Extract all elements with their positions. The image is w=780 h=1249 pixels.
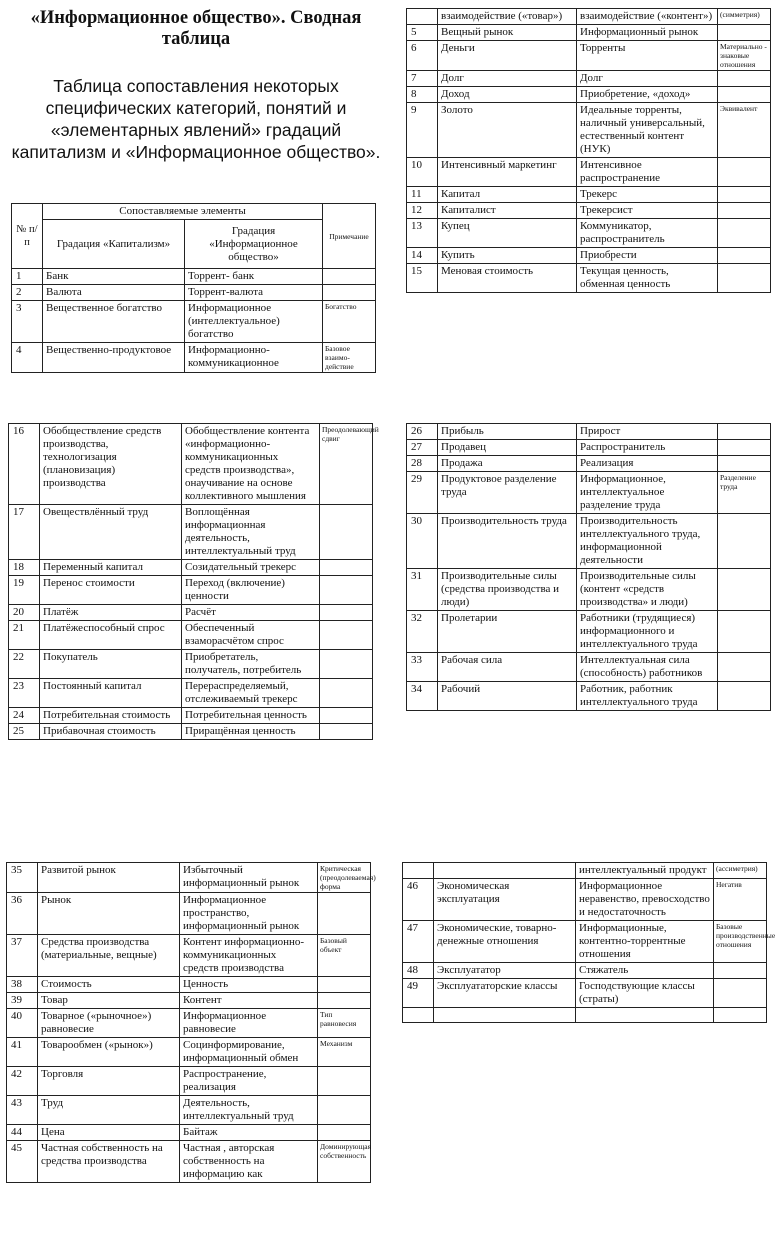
note (318, 993, 371, 1009)
information-society-term: Господствующие классы (страты) (576, 979, 714, 1008)
table-row (407, 158, 771, 187)
row-number: 12 (407, 203, 438, 219)
row-number: 30 (407, 514, 438, 569)
capitalism-term: Деньги (438, 41, 577, 71)
capitalism-term: Овеществлённый труд (40, 505, 182, 560)
capitalism-term: Рабочая сила (438, 653, 577, 682)
table-row (7, 1125, 371, 1141)
information-society-term: Торрент- банк (185, 269, 323, 285)
note (718, 424, 771, 440)
capitalism-term: Купить (438, 248, 577, 264)
row-number: 24 (9, 708, 40, 724)
table-caption: Таблица сопоставления некоторых специфических категорий, понятий и «элементарных явлений» градаций капитализм и «Информационное общество». (11, 76, 381, 162)
note (718, 653, 771, 682)
information-society-term: Частная , авторская собственность на информацию как (180, 1141, 318, 1183)
information-society-term: Контент (180, 993, 318, 1009)
information-society-term: Интеллектуальная сила (способность) работников (577, 653, 718, 682)
row-number: 40 (7, 1009, 38, 1038)
note (320, 679, 373, 708)
header-group: Сопоставляемые элементы (43, 204, 323, 220)
capitalism-term: Постоянный капитал (40, 679, 182, 708)
capitalism-term: Рынок (38, 893, 180, 935)
row-number: 39 (7, 993, 38, 1009)
note: Богатство (323, 301, 376, 343)
table-row (403, 921, 767, 963)
information-society-term: Информационное пространство, информационный рынок (180, 893, 318, 935)
row-number: 16 (9, 424, 40, 505)
information-society-term: Потребительная ценность (182, 708, 320, 724)
row-number: 18 (9, 560, 40, 576)
row-number: 25 (9, 724, 40, 740)
note: (ассиметрия) (714, 863, 767, 879)
row-number: 4 (12, 343, 43, 373)
information-society-term: Информационное равновесие (180, 1009, 318, 1038)
note: Базовый объект (318, 935, 371, 977)
table-row (407, 456, 771, 472)
note: Тип равновесия (318, 1009, 371, 1038)
information-society-term: Обобществление контента «информационно-коммуникационных средств производства», онаучивание на основе коллективного мышления (182, 424, 320, 505)
row-number: 2 (12, 285, 43, 301)
table-body (403, 863, 776, 1023)
row-number: 37 (7, 935, 38, 977)
capitalism-term: Продажа (438, 456, 577, 472)
row-number: 33 (407, 653, 438, 682)
row-number: 3 (12, 301, 43, 343)
row-number: 32 (407, 611, 438, 653)
information-society-term: Информационный рынок (577, 25, 718, 41)
note (318, 977, 371, 993)
table-row (407, 203, 771, 219)
comparison-table-part-6 (402, 862, 776, 1023)
row-number: 10 (407, 158, 438, 187)
capitalism-term: Цена (38, 1125, 180, 1141)
note: Базовые производственные отношения (714, 921, 767, 963)
information-society-term: Реализация (577, 456, 718, 472)
table-body (407, 9, 771, 293)
capitalism-term: Труд (38, 1096, 180, 1125)
table-row (7, 1009, 371, 1038)
row-number: 41 (7, 1038, 38, 1067)
table-row (7, 977, 371, 993)
table-row (407, 264, 771, 293)
information-society-term: Воплощённая информационная деятельность, интеллектуальный труд (182, 505, 320, 560)
information-society-term: Производительность интеллектуального труда, информационной деятельности (577, 514, 718, 569)
document-header (8, 8, 384, 163)
information-society-term: Распространитель (577, 440, 718, 456)
row-number: 49 (403, 979, 434, 1008)
table-row (7, 1067, 371, 1096)
note (320, 560, 373, 576)
table-row (7, 935, 371, 977)
comparison-table-part-1 (11, 203, 376, 373)
table-row (407, 424, 771, 440)
capitalism-term: Вещный рынок (438, 25, 577, 41)
table-row (407, 514, 771, 569)
comparison-table-part-4 (406, 423, 771, 711)
table-body (9, 424, 379, 740)
capitalism-term: Производительность труда (438, 514, 577, 569)
note (718, 682, 771, 711)
capitalism-term: Развитой рынок (38, 863, 180, 893)
information-society-term: Прирост (577, 424, 718, 440)
row-number (407, 9, 438, 25)
row-number: 15 (407, 264, 438, 293)
table-row (9, 424, 373, 505)
row-number: 5 (407, 25, 438, 41)
information-society-term: Избыточный информационный рынок (180, 863, 318, 893)
row-number: 35 (7, 863, 38, 893)
table-row (9, 621, 373, 650)
note (318, 1125, 371, 1141)
information-society-term: Интенсивное распространение (577, 158, 718, 187)
capitalism-term: Золото (438, 103, 577, 158)
capitalism-term: Стоимость (38, 977, 180, 993)
table-row (407, 653, 771, 682)
note (718, 248, 771, 264)
table-row (403, 963, 767, 979)
note (320, 621, 373, 650)
note (714, 1008, 767, 1023)
capitalism-term: Платёжеспособный спрос (40, 621, 182, 650)
capitalism-term: Рабочий (438, 682, 577, 711)
capitalism-term: Обобществление средств производства, технологизация (плановизация) производства (40, 424, 182, 505)
note (323, 285, 376, 301)
note: Негатив (714, 879, 767, 921)
information-society-term: Текущая ценность, обменная ценность (577, 264, 718, 293)
row-number: 14 (407, 248, 438, 264)
page-title: «Информационное общество». Сводная таблица (30, 8, 362, 49)
table-body (407, 424, 771, 711)
note: Доминирующая собственность (318, 1141, 371, 1183)
table-row (407, 440, 771, 456)
table-row (407, 25, 771, 41)
capitalism-term: Интенсивный маркетинг (438, 158, 577, 187)
table-row (407, 472, 771, 514)
header-number: № п/п (12, 204, 43, 269)
information-society-term: Ценность (180, 977, 318, 993)
table-header-row (12, 204, 376, 220)
table-row (9, 708, 373, 724)
capitalism-term: Товарообмен («рынок») (38, 1038, 180, 1067)
capitalism-term: Платёж (40, 605, 182, 621)
capitalism-term: Товар (38, 993, 180, 1009)
capitalism-term: Эксплуататор (434, 963, 576, 979)
comparison-table-part-5 (6, 862, 376, 1183)
note (718, 611, 771, 653)
table-row (9, 576, 373, 605)
row-number: 19 (9, 576, 40, 605)
table-row (9, 650, 373, 679)
table-row (407, 682, 771, 711)
comparison-table-part-3 (8, 423, 379, 740)
row-number: 8 (407, 87, 438, 103)
information-society-term: Приобрести (577, 248, 718, 264)
note (718, 440, 771, 456)
row-number: 36 (7, 893, 38, 935)
row-number: 43 (7, 1096, 38, 1125)
row-number: 46 (403, 879, 434, 921)
note (320, 576, 373, 605)
table-row (407, 569, 771, 611)
information-society-term: Информационные, контентно-торрентные отношения (576, 921, 714, 963)
capitalism-term: Товарное («рыночное») равновесие (38, 1009, 180, 1038)
table-row (7, 893, 371, 935)
row-number (403, 863, 434, 879)
information-society-term: Торренты (577, 41, 718, 71)
table-row (12, 285, 376, 301)
note (323, 269, 376, 285)
table-row (407, 87, 771, 103)
capitalism-term: Доход (438, 87, 577, 103)
capitalism-term: Банк (43, 269, 185, 285)
row-number: 9 (407, 103, 438, 158)
note (318, 1096, 371, 1125)
row-number: 26 (407, 424, 438, 440)
header-note: Примечание (323, 204, 376, 269)
note (718, 264, 771, 293)
row-number: 17 (9, 505, 40, 560)
information-society-term: Деятельность, интеллектуальный труд (180, 1096, 318, 1125)
table-body (12, 204, 376, 373)
table-row (7, 863, 371, 893)
row-number: 23 (9, 679, 40, 708)
information-society-term: Обеспеченный взаморасчётом спрос (182, 621, 320, 650)
capitalism-term: Меновая стоимость (438, 264, 577, 293)
row-number: 34 (407, 682, 438, 711)
information-society-term: Работники (трудящиеся) информационного и интеллектуального труда (577, 611, 718, 653)
capitalism-term: Вещественно-продуктовое (43, 343, 185, 373)
note (718, 569, 771, 611)
note (320, 505, 373, 560)
information-society-term: Перераспределяемый, отслеживаемый трекерс (182, 679, 320, 708)
capitalism-term: Эксплуататорские классы (434, 979, 576, 1008)
capitalism-term: Экономические, товарно-денежные отношения (434, 921, 576, 963)
note (718, 87, 771, 103)
table-row (407, 41, 771, 71)
capitalism-term: Продуктовое разделение труда (438, 472, 577, 514)
row-number (403, 1008, 434, 1023)
table-row (407, 611, 771, 653)
note: (симметрия) (718, 9, 771, 25)
information-society-term: Распространение, реализация (180, 1067, 318, 1096)
table-row (403, 979, 767, 1008)
capitalism-term: Частная собственность на средства производства (38, 1141, 180, 1183)
table-row (9, 605, 373, 621)
table-row (407, 187, 771, 203)
table-row (403, 1008, 767, 1023)
row-number: 42 (7, 1067, 38, 1096)
table-row (407, 71, 771, 87)
note: Преодолевающий сдвиг (320, 424, 373, 505)
information-society-term: интеллектуальный продукт (576, 863, 714, 879)
row-number: 45 (7, 1141, 38, 1183)
table-row (407, 219, 771, 248)
information-society-term: Стяжатель (576, 963, 714, 979)
row-number: 44 (7, 1125, 38, 1141)
note (714, 963, 767, 979)
capitalism-term: Прибавочная стоимость (40, 724, 182, 740)
row-number: 1 (12, 269, 43, 285)
capitalism-term: Долг (438, 71, 577, 87)
note (718, 158, 771, 187)
table-row (403, 879, 767, 921)
information-society-term: Работник, работник интеллектуального труда (577, 682, 718, 711)
table-row (7, 993, 371, 1009)
note (320, 708, 373, 724)
row-number: 27 (407, 440, 438, 456)
table-row (12, 269, 376, 285)
capitalism-term: Валюта (43, 285, 185, 301)
capitalism-term: Переменный капитал (40, 560, 182, 576)
comparison-table-part-2 (406, 8, 771, 293)
row-number: 20 (9, 605, 40, 621)
note (718, 514, 771, 569)
information-society-term: Байтаж (180, 1125, 318, 1141)
row-number: 38 (7, 977, 38, 993)
capitalism-term: взаимодействие («товар») (438, 9, 577, 25)
information-society-term: Приобретение, «доход» (577, 87, 718, 103)
information-society-term: Социнформирование, информационный обмен (180, 1038, 318, 1067)
capitalism-term: Купец (438, 219, 577, 248)
information-society-term: Информационное (интеллектуальное) богатство (185, 301, 323, 343)
note (318, 893, 371, 935)
capitalism-term: Покупатель (40, 650, 182, 679)
note (320, 605, 373, 621)
note (718, 203, 771, 219)
information-society-term: Идеальные торренты, наличный универсальный, естественный контент (НУК) (577, 103, 718, 158)
table-row (9, 679, 373, 708)
capitalism-term: Капиталист (438, 203, 577, 219)
row-number: 21 (9, 621, 40, 650)
row-number: 6 (407, 41, 438, 71)
capitalism-term (434, 863, 576, 879)
information-society-term: Информационное неравенство, превосходство и недостаточность (576, 879, 714, 921)
table-row (407, 9, 771, 25)
note (718, 71, 771, 87)
information-society-term: Расчёт (182, 605, 320, 621)
row-number: 7 (407, 71, 438, 87)
table-subheader-row (12, 220, 376, 269)
row-number: 48 (403, 963, 434, 979)
capitalism-term: Вещественное богатство (43, 301, 185, 343)
table-row (9, 505, 373, 560)
row-number: 13 (407, 219, 438, 248)
information-society-term: взаимодействие («контент») (577, 9, 718, 25)
information-society-term: Контент информационно-коммуникационных средств производства (180, 935, 318, 977)
information-society-term: Информационно-коммуникационное (185, 343, 323, 373)
note: Механизм (318, 1038, 371, 1067)
capitalism-term: Потребительная стоимость (40, 708, 182, 724)
header-capitalism: Градация «Капитализм» (43, 220, 185, 269)
table-row (403, 863, 767, 879)
note (320, 650, 373, 679)
information-society-term: Приобретатель, получатель, потребитель (182, 650, 320, 679)
row-number: 29 (407, 472, 438, 514)
capitalism-term: Перенос стоимости (40, 576, 182, 605)
note (318, 1067, 371, 1096)
table-row (9, 560, 373, 576)
information-society-term: Созидательный трекерс (182, 560, 320, 576)
information-society-term: Трекерсист (577, 203, 718, 219)
table-row (407, 103, 771, 158)
row-number: 11 (407, 187, 438, 203)
note: Базовое взаимо-действие (323, 343, 376, 373)
information-society-term: Переход (включение) ценности (182, 576, 320, 605)
information-society-term: Информационное, интеллектуальное разделение труда (577, 472, 718, 514)
table-row (9, 724, 373, 740)
note: Разделение труда (718, 472, 771, 514)
capitalism-term: Экономическая эксплуатация (434, 879, 576, 921)
information-society-term: Производительные силы (контент «средств производства» и люди) (577, 569, 718, 611)
table-row (7, 1096, 371, 1125)
row-number: 22 (9, 650, 40, 679)
capitalism-term (434, 1008, 576, 1023)
row-number: 31 (407, 569, 438, 611)
information-society-term: Коммуникатор, распространитель (577, 219, 718, 248)
information-society-term: Приращённая ценность (182, 724, 320, 740)
information-society-term (576, 1008, 714, 1023)
capitalism-term: Прибыль (438, 424, 577, 440)
note (718, 219, 771, 248)
table-row (407, 248, 771, 264)
row-number: 28 (407, 456, 438, 472)
information-society-term: Трекерс (577, 187, 718, 203)
capitalism-term: Пролетарии (438, 611, 577, 653)
table-row (7, 1038, 371, 1067)
note: Эквивалент (718, 103, 771, 158)
note (718, 456, 771, 472)
information-society-term: Долг (577, 71, 718, 87)
information-society-term: Торрент-валюта (185, 285, 323, 301)
capitalism-term: Средства производства (материальные, вещные) (38, 935, 180, 977)
capitalism-term: Производительные силы (средства производства и люди) (438, 569, 577, 611)
capitalism-term: Продавец (438, 440, 577, 456)
note (718, 25, 771, 41)
table-row (12, 343, 376, 373)
note (714, 979, 767, 1008)
note (718, 187, 771, 203)
note: Материально - знаковые отношения (718, 41, 771, 71)
table-row (12, 301, 376, 343)
capitalism-term: Капитал (438, 187, 577, 203)
table-row (7, 1141, 371, 1183)
header-information-society: Градация «Информационное общество» (185, 220, 323, 269)
table-body (7, 863, 376, 1183)
note: Критическая (преодолеваемая) форма (318, 863, 371, 893)
note (320, 724, 373, 740)
row-number: 47 (403, 921, 434, 963)
capitalism-term: Торговля (38, 1067, 180, 1096)
